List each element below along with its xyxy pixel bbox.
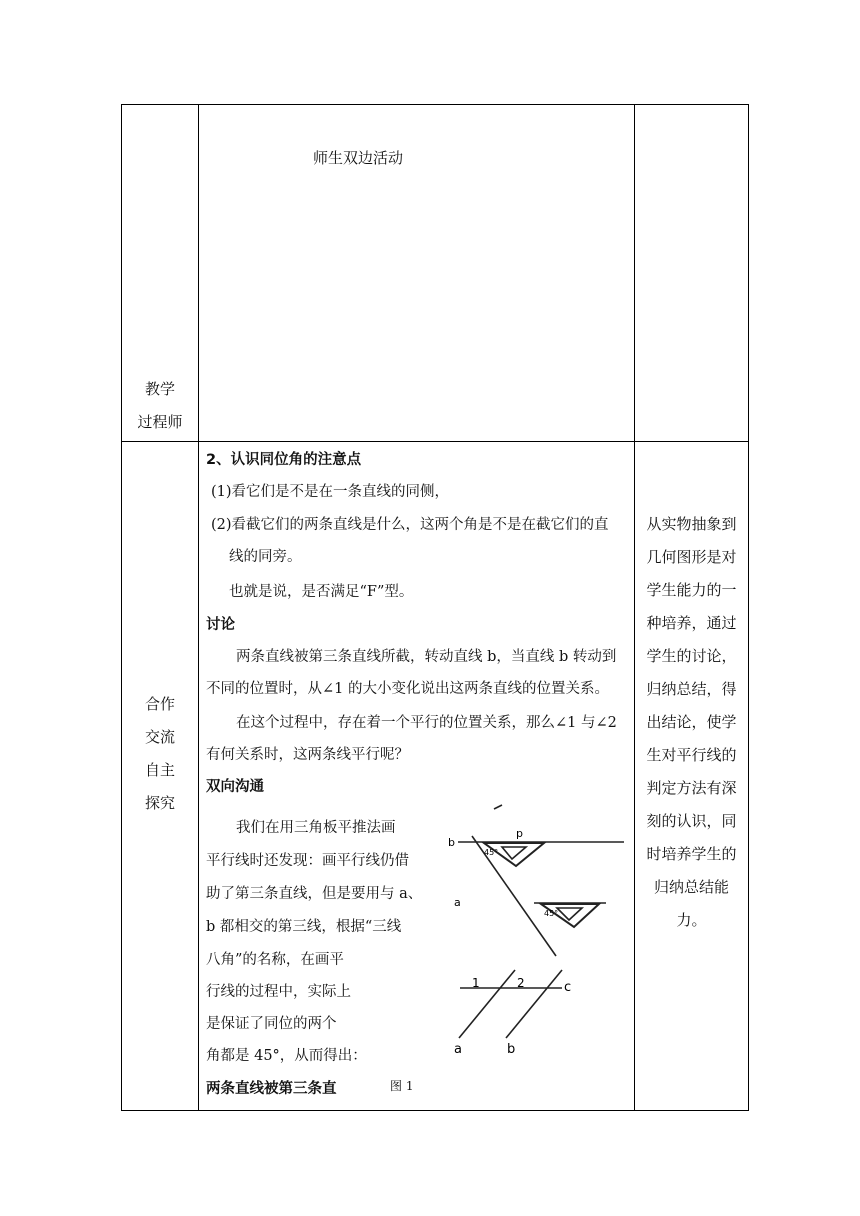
figure-label-a: a bbox=[454, 896, 461, 909]
section-title: 2、认识同位角的注意点 bbox=[206, 452, 362, 468]
left-label bbox=[122, 373, 198, 439]
left-label-cell bbox=[122, 442, 199, 1111]
lesson-table bbox=[121, 104, 749, 1111]
note-line: 学生能力的一 bbox=[646, 581, 737, 599]
comm-line: 两条直线被第三条直 bbox=[206, 1081, 337, 1097]
label-line: 自主 bbox=[144, 761, 175, 779]
left-label-cell bbox=[122, 105, 199, 442]
line-c-label: c bbox=[564, 980, 572, 995]
note-line: 时培养学生的 bbox=[646, 845, 737, 863]
label-line: 过程师 bbox=[137, 413, 183, 431]
comm-title: 双向沟通 bbox=[206, 779, 264, 795]
note-line: 生对平行线的 bbox=[646, 746, 737, 764]
left-label bbox=[122, 688, 198, 820]
discussion-line: 在这个过程中，存在着一个平行的位置关系，那么∠1 与∠2 bbox=[236, 715, 617, 731]
table-row bbox=[122, 442, 749, 1111]
comm-line: 我们在用三角板平推法画 bbox=[236, 820, 396, 836]
line-a-label: a bbox=[454, 1042, 462, 1057]
note-line: 种培养，通过 bbox=[646, 614, 737, 632]
discussion-line: 两条直线被第三条直线所截，转动直线 b，当直线 b 转动到 bbox=[236, 649, 617, 665]
summary-text: 也就是说，是否满足“F”型。 bbox=[229, 584, 414, 600]
note-line: 归纳总结能 bbox=[653, 878, 729, 896]
comm-line: 行线的过程中，实际上 bbox=[206, 984, 351, 1000]
label-line: 合作 bbox=[144, 695, 175, 713]
activity-header-cell bbox=[199, 105, 635, 442]
angle-1-label: 1 bbox=[472, 976, 480, 990]
note-line: 归纳总结，得 bbox=[646, 680, 737, 698]
label-line: 交流 bbox=[144, 728, 175, 746]
comm-line: 平行线时还发现：画平行线仍借 bbox=[206, 853, 409, 869]
figure-angle-label: 45° bbox=[544, 909, 559, 918]
note-line: 刻的认识，同 bbox=[646, 812, 737, 830]
label-line: 教学 bbox=[144, 380, 175, 398]
discussion-line: 不同的位置时，从∠1 的大小变化说出这两条直线的位置关系。 bbox=[206, 681, 609, 697]
figure-angle-label: 45° bbox=[484, 848, 499, 857]
content-cell bbox=[199, 442, 635, 1111]
label-line: 探究 bbox=[144, 794, 175, 812]
note-line: 力。 bbox=[676, 911, 707, 929]
angle-2-label: 2 bbox=[517, 976, 525, 990]
table-row bbox=[122, 105, 749, 442]
discussion-title: 讨论 bbox=[206, 617, 235, 633]
comm-line: b 都相交的第三线，根据“三线 bbox=[206, 919, 402, 935]
parallel-ruler-figure bbox=[444, 802, 634, 962]
figure-label-p: p bbox=[516, 827, 523, 840]
note-line: 学生的讨论， bbox=[646, 647, 737, 665]
note-item-2: (2)看截它们的两条直线是什么，这两个角是不是在截它们的直 bbox=[211, 517, 609, 533]
comm-line: 助了第三条直线，但是要用与 a、 bbox=[206, 886, 423, 902]
note-item-1: (1)看它们是不是在一条直线的同侧， bbox=[211, 484, 450, 500]
figure-caption: 图 1 bbox=[390, 1079, 414, 1093]
note-item-2-cont: 线的同旁。 bbox=[229, 549, 302, 565]
comm-line: 角都是 45°，从而得出： bbox=[206, 1048, 367, 1064]
line-b-label: b bbox=[507, 1042, 516, 1057]
design-intent-header-cell bbox=[635, 105, 749, 442]
note-line: 从实物抽象到 bbox=[646, 515, 737, 533]
comm-line: 是保证了同位的两个 bbox=[206, 1016, 337, 1032]
note-line: 出结论，使学 bbox=[646, 713, 737, 731]
discussion-line: 有何关系时，这两条线平行呢？ bbox=[206, 747, 409, 763]
note-line: 几何图形是对 bbox=[646, 548, 737, 566]
activity-title: 师生双边活动 bbox=[313, 149, 404, 167]
design-intent-cell bbox=[635, 442, 749, 1111]
note-line: 判定方法有深 bbox=[646, 779, 737, 797]
transversal-figure bbox=[454, 967, 584, 1057]
figure-label-b: b bbox=[448, 836, 455, 849]
comm-line: 八角”的名称，在画平 bbox=[206, 952, 344, 968]
design-intent-text bbox=[635, 508, 748, 937]
